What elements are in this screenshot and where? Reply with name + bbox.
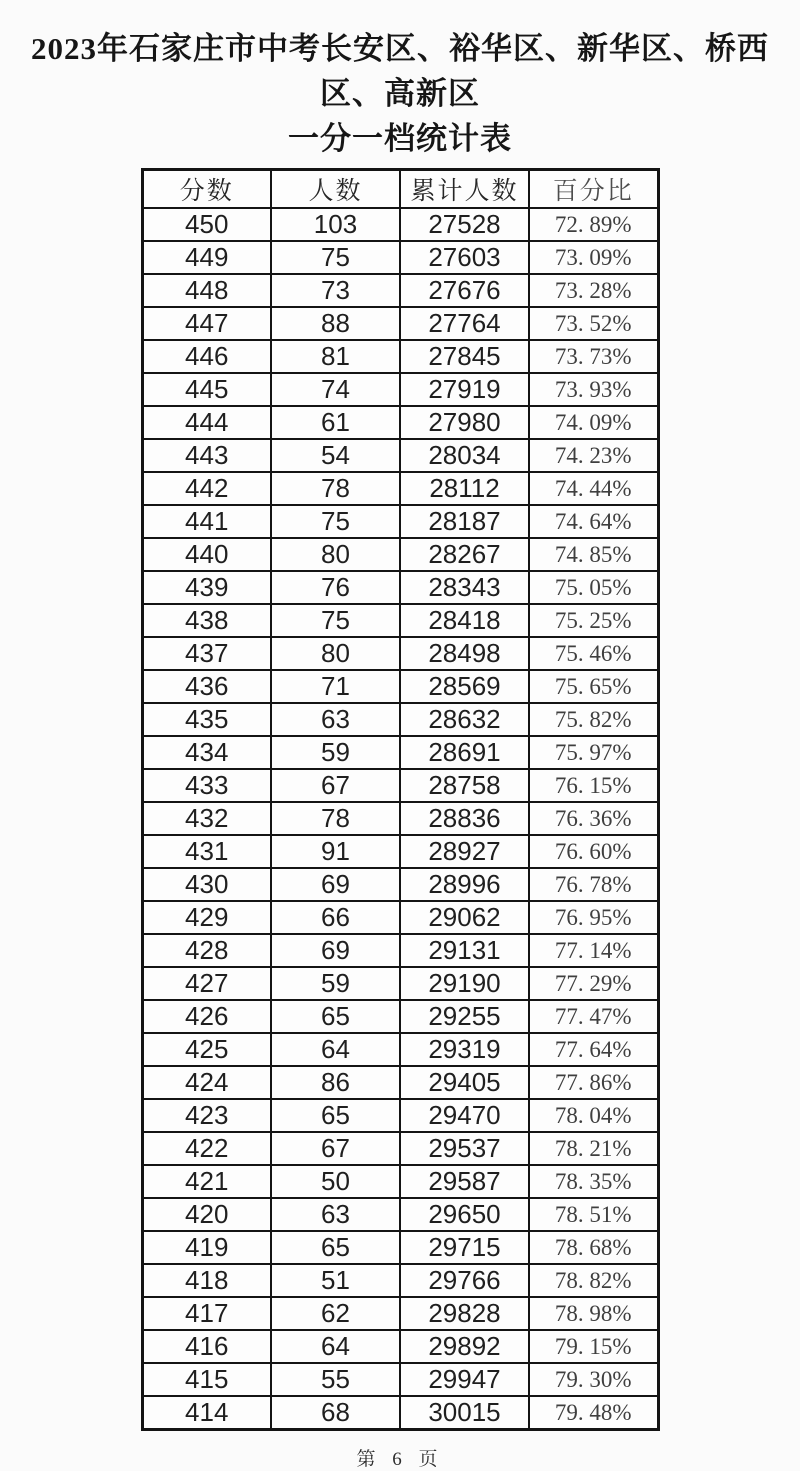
cell-count: 67 (271, 1132, 400, 1165)
cell-percent: 73. 09% (529, 241, 658, 274)
column-header-score: 分数 (142, 170, 271, 209)
table-row (142, 670, 658, 703)
cell-cumulative: 30015 (400, 1396, 529, 1430)
cell-percent: 78. 35% (529, 1165, 658, 1198)
table-row (142, 934, 658, 967)
cell-score: 439 (142, 571, 271, 604)
cell-cumulative: 29470 (400, 1099, 529, 1132)
table-row (142, 1000, 658, 1033)
column-header-count: 人数 (271, 170, 400, 209)
cell-cumulative: 28187 (400, 505, 529, 538)
cell-score: 420 (142, 1198, 271, 1231)
cell-score: 436 (142, 670, 271, 703)
table-row (142, 1396, 658, 1430)
cell-score: 416 (142, 1330, 271, 1363)
cell-percent: 79. 30% (529, 1363, 658, 1396)
cell-score: 434 (142, 736, 271, 769)
table-row (142, 1132, 658, 1165)
cell-score: 432 (142, 802, 271, 835)
cell-percent: 78. 98% (529, 1297, 658, 1330)
cell-count: 68 (271, 1396, 400, 1430)
cell-count: 50 (271, 1165, 400, 1198)
page-title-line2: 一分一档统计表 (288, 121, 512, 156)
cell-score: 433 (142, 769, 271, 802)
table-row (142, 274, 658, 307)
header-row (142, 170, 658, 209)
table-row (142, 1033, 658, 1066)
cell-percent: 75. 46% (529, 637, 658, 670)
cell-percent: 78. 82% (529, 1264, 658, 1297)
table-row (142, 1066, 658, 1099)
cell-score: 418 (142, 1264, 271, 1297)
cell-score: 449 (142, 241, 271, 274)
cell-count: 88 (271, 307, 400, 340)
cell-count: 63 (271, 703, 400, 736)
table-row (142, 1264, 658, 1297)
cell-percent: 78. 04% (529, 1099, 658, 1132)
table-row (142, 736, 658, 769)
table-row (142, 868, 658, 901)
cell-cumulative: 29131 (400, 934, 529, 967)
cell-score: 415 (142, 1363, 271, 1396)
column-header-cumulative: 累计人数 (400, 170, 529, 209)
cell-score: 450 (142, 208, 271, 241)
cell-count: 75 (271, 241, 400, 274)
cell-percent: 76. 78% (529, 868, 658, 901)
page-number: 第 6 页 (356, 1449, 444, 1470)
table-row (142, 538, 658, 571)
cell-cumulative: 29062 (400, 901, 529, 934)
cell-cumulative: 28996 (400, 868, 529, 901)
cell-percent: 75. 97% (529, 736, 658, 769)
table-row (142, 307, 658, 340)
cell-count: 69 (271, 934, 400, 967)
cell-score: 440 (142, 538, 271, 571)
cell-count: 78 (271, 802, 400, 835)
table-row (142, 340, 658, 373)
cell-percent: 73. 28% (529, 274, 658, 307)
cell-cumulative: 29405 (400, 1066, 529, 1099)
cell-cumulative: 27603 (400, 241, 529, 274)
cell-cumulative: 29947 (400, 1363, 529, 1396)
table-row (142, 505, 658, 538)
cell-percent: 77. 14% (529, 934, 658, 967)
cell-score: 414 (142, 1396, 271, 1430)
cell-cumulative: 27528 (400, 208, 529, 241)
cell-percent: 76. 60% (529, 835, 658, 868)
cell-score: 427 (142, 967, 271, 1000)
cell-score: 424 (142, 1066, 271, 1099)
cell-cumulative: 27676 (400, 274, 529, 307)
column-header-percent: 百分比 (529, 170, 658, 209)
cell-percent: 74. 85% (529, 538, 658, 571)
cell-percent: 72. 89% (529, 208, 658, 241)
table-row (142, 769, 658, 802)
table-row (142, 406, 658, 439)
cell-cumulative: 28632 (400, 703, 529, 736)
cell-percent: 74. 64% (529, 505, 658, 538)
cell-cumulative: 28498 (400, 637, 529, 670)
cell-percent: 75. 82% (529, 703, 658, 736)
cell-score: 435 (142, 703, 271, 736)
cell-cumulative: 29828 (400, 1297, 529, 1330)
cell-count: 86 (271, 1066, 400, 1099)
cell-cumulative: 28927 (400, 835, 529, 868)
table-row (142, 802, 658, 835)
score-distribution-table (141, 168, 660, 1431)
table-row (142, 1363, 658, 1396)
cell-cumulative: 27980 (400, 406, 529, 439)
cell-cumulative: 29255 (400, 1000, 529, 1033)
table-row (142, 835, 658, 868)
cell-count: 80 (271, 538, 400, 571)
cell-cumulative: 29892 (400, 1330, 529, 1363)
cell-score: 423 (142, 1099, 271, 1132)
cell-cumulative: 28034 (400, 439, 529, 472)
cell-score: 447 (142, 307, 271, 340)
table-body (142, 208, 658, 1430)
cell-count: 81 (271, 340, 400, 373)
cell-score: 429 (142, 901, 271, 934)
cell-percent: 74. 09% (529, 406, 658, 439)
cell-cumulative: 28758 (400, 769, 529, 802)
cell-cumulative: 29587 (400, 1165, 529, 1198)
cell-cumulative: 29537 (400, 1132, 529, 1165)
table-row (142, 901, 658, 934)
table-row (142, 967, 658, 1000)
cell-count: 75 (271, 505, 400, 538)
table-row (142, 1330, 658, 1363)
cell-score: 446 (142, 340, 271, 373)
cell-count: 103 (271, 208, 400, 241)
table-row (142, 1198, 658, 1231)
cell-count: 64 (271, 1330, 400, 1363)
cell-count: 66 (271, 901, 400, 934)
cell-count: 63 (271, 1198, 400, 1231)
table-row (142, 703, 658, 736)
table-row (142, 1297, 658, 1330)
cell-percent: 74. 44% (529, 472, 658, 505)
cell-cumulative: 29319 (400, 1033, 529, 1066)
cell-percent: 77. 29% (529, 967, 658, 1000)
cell-cumulative: 29190 (400, 967, 529, 1000)
cell-score: 443 (142, 439, 271, 472)
cell-score: 441 (142, 505, 271, 538)
cell-score: 421 (142, 1165, 271, 1198)
cell-score: 430 (142, 868, 271, 901)
cell-percent: 78. 51% (529, 1198, 658, 1231)
cell-score: 425 (142, 1033, 271, 1066)
cell-score: 448 (142, 274, 271, 307)
cell-percent: 79. 48% (529, 1396, 658, 1430)
cell-count: 65 (271, 1099, 400, 1132)
cell-count: 78 (271, 472, 400, 505)
cell-percent: 78. 21% (529, 1132, 658, 1165)
cell-count: 80 (271, 637, 400, 670)
cell-percent: 73. 52% (529, 307, 658, 340)
cell-percent: 74. 23% (529, 439, 658, 472)
cell-count: 74 (271, 373, 400, 406)
page-title-line1: 2023年石家庄市中考长安区、裕华区、新华区、桥西区、高新区 (31, 31, 769, 111)
cell-count: 65 (271, 1231, 400, 1264)
table-row (142, 241, 658, 274)
cell-count: 73 (271, 274, 400, 307)
table-row (142, 637, 658, 670)
cell-cumulative: 28418 (400, 604, 529, 637)
cell-score: 438 (142, 604, 271, 637)
cell-score: 444 (142, 406, 271, 439)
cell-score: 419 (142, 1231, 271, 1264)
cell-percent: 76. 36% (529, 802, 658, 835)
cell-cumulative: 27845 (400, 340, 529, 373)
cell-count: 76 (271, 571, 400, 604)
table-row (142, 439, 658, 472)
cell-cumulative: 28836 (400, 802, 529, 835)
cell-score: 442 (142, 472, 271, 505)
page-title (0, 0, 800, 161)
table-row (142, 571, 658, 604)
cell-score: 437 (142, 637, 271, 670)
cell-score: 417 (142, 1297, 271, 1330)
cell-count: 71 (271, 670, 400, 703)
cell-cumulative: 28343 (400, 571, 529, 604)
table-row (142, 1165, 658, 1198)
cell-cumulative: 27764 (400, 307, 529, 340)
cell-cumulative: 29650 (400, 1198, 529, 1231)
cell-count: 65 (271, 1000, 400, 1033)
cell-count: 91 (271, 835, 400, 868)
cell-count: 59 (271, 967, 400, 1000)
cell-score: 426 (142, 1000, 271, 1033)
cell-count: 51 (271, 1264, 400, 1297)
cell-count: 54 (271, 439, 400, 472)
cell-score: 445 (142, 373, 271, 406)
cell-percent: 76. 95% (529, 901, 658, 934)
cell-cumulative: 29715 (400, 1231, 529, 1264)
table-row (142, 604, 658, 637)
cell-percent: 79. 15% (529, 1330, 658, 1363)
cell-score: 428 (142, 934, 271, 967)
table-row (142, 208, 658, 241)
cell-cumulative: 28112 (400, 472, 529, 505)
cell-score: 431 (142, 835, 271, 868)
cell-count: 67 (271, 769, 400, 802)
cell-cumulative: 27919 (400, 373, 529, 406)
table-row (142, 373, 658, 406)
cell-percent: 77. 86% (529, 1066, 658, 1099)
table-header (142, 170, 658, 209)
cell-cumulative: 28691 (400, 736, 529, 769)
table-row (142, 1231, 658, 1264)
cell-percent: 73. 73% (529, 340, 658, 373)
cell-percent: 75. 25% (529, 604, 658, 637)
cell-cumulative: 29766 (400, 1264, 529, 1297)
cell-count: 64 (271, 1033, 400, 1066)
cell-count: 62 (271, 1297, 400, 1330)
cell-percent: 77. 47% (529, 1000, 658, 1033)
cell-cumulative: 28569 (400, 670, 529, 703)
cell-percent: 73. 93% (529, 373, 658, 406)
cell-score: 422 (142, 1132, 271, 1165)
cell-cumulative: 28267 (400, 538, 529, 571)
table-row (142, 472, 658, 505)
cell-percent: 78. 68% (529, 1231, 658, 1264)
cell-count: 69 (271, 868, 400, 901)
cell-count: 55 (271, 1363, 400, 1396)
cell-percent: 77. 64% (529, 1033, 658, 1066)
cell-percent: 76. 15% (529, 769, 658, 802)
table-row (142, 1099, 658, 1132)
cell-percent: 75. 05% (529, 571, 658, 604)
cell-count: 59 (271, 736, 400, 769)
cell-percent: 75. 65% (529, 670, 658, 703)
cell-count: 75 (271, 604, 400, 637)
cell-count: 61 (271, 406, 400, 439)
